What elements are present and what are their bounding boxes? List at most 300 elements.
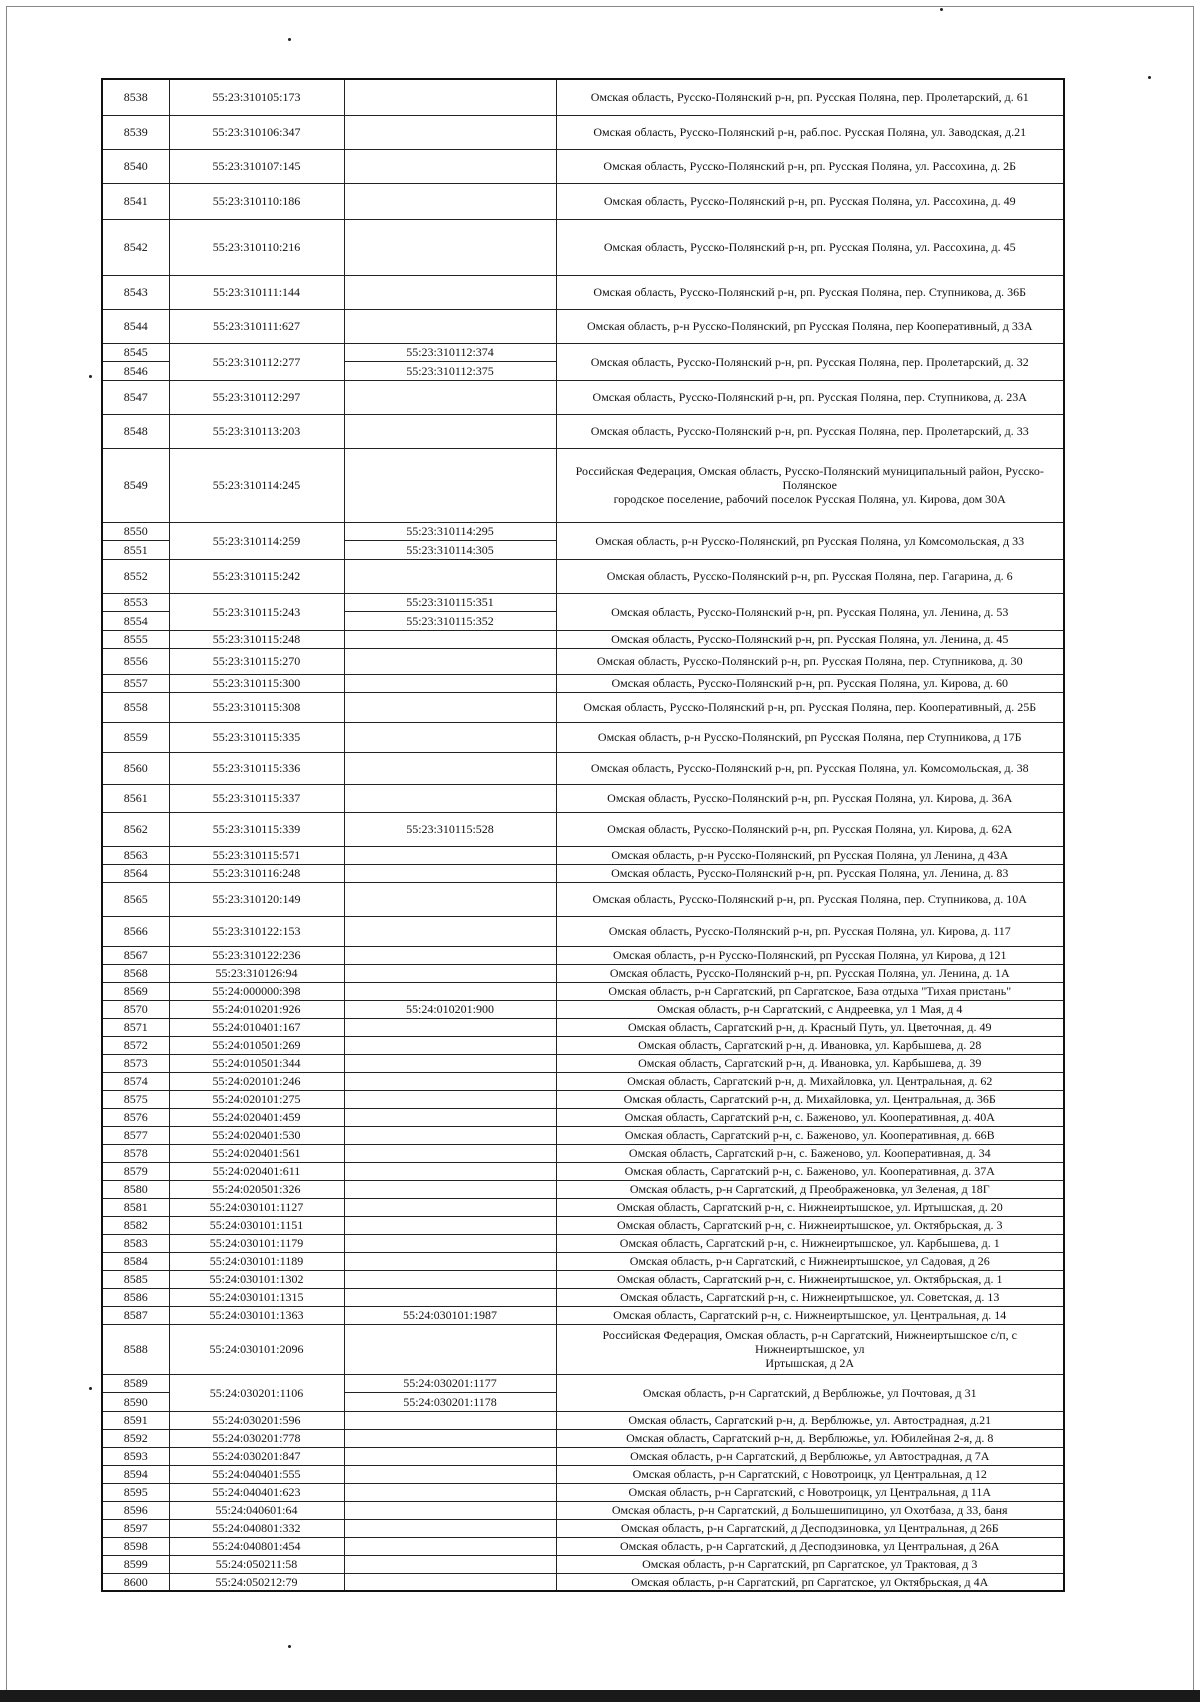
table-row [102,275,1064,309]
linked-cadastral-number [344,1072,556,1090]
cadastral-number: 55:23:310114:245 [169,448,344,522]
address: Омская область, Саргатский р-н, с. Нижнеиртышское, ул. Карбышева, д. 1 [556,1234,1064,1252]
address: Омская область, р-н Саргатский, рп Саргатское, ул Трактовая, д 3 [556,1555,1064,1573]
registry-body [102,79,1064,1591]
linked-cadastral-number: 55:23:310112:375 [406,363,494,378]
cadastral-number: 55:23:310115:336 [169,752,344,784]
row-number: 8561 [102,784,169,812]
table-row [102,1234,1064,1252]
cadastral-number: 55:24:020501:326 [169,1180,344,1198]
table-row [102,1537,1064,1555]
table-row [102,149,1064,183]
scan-speck [1148,76,1151,79]
row-number-cell [102,1374,169,1411]
table-row [102,380,1064,414]
row-number: 8570 [102,1000,169,1018]
cadastral-number: 55:23:310115:571 [169,846,344,864]
table-row [102,1573,1064,1591]
address: Омская область, р-н Саргатский, с Нижнеиртышское, ул Садовая, д 26 [556,1252,1064,1270]
scan-speck [940,8,943,11]
cadastral-number: 55:23:310115:270 [169,648,344,674]
linked-cadastral-number [344,1036,556,1054]
table-row [102,1216,1064,1234]
table-row [102,648,1064,674]
table-row [102,1018,1064,1036]
row-number-cell [102,593,169,630]
table-row [102,309,1064,343]
row-number: 8548 [102,414,169,448]
cadastral-number: 55:23:310105:173 [169,79,344,115]
cadastral-number: 55:24:040601:64 [169,1501,344,1519]
linked-cadastral-number [344,149,556,183]
address: Омская область, Саргатский р-н, с. Баженово, ул. Кооперативная, д. 40А [556,1108,1064,1126]
linked-cadastral-number: 55:23:310115:528 [344,812,556,846]
cadastral-number: 55:23:310126:94 [169,964,344,982]
table-row [102,674,1064,692]
cadastral-number: 55:23:310115:335 [169,722,344,752]
linked-cadastral-number [344,309,556,343]
cadastral-number: 55:24:010501:269 [169,1036,344,1054]
table-row [102,722,1064,752]
row-number: 8557 [102,674,169,692]
cadastral-number: 55:24:050211:58 [169,1555,344,1573]
table-row [102,1324,1064,1374]
linked-cadastral-number [344,1324,556,1374]
row-number: 8562 [102,812,169,846]
cadastral-number: 55:23:310115:243 [169,593,344,630]
address: Омская область, р-н Саргатский, д Большешипицино, ул Охотбаза, д 33, баня [556,1501,1064,1519]
linked-cadastral-number [344,414,556,448]
cadastral-number: 55:24:040401:555 [169,1465,344,1483]
linked-cadastral-number [344,864,556,882]
row-number: 8594 [102,1465,169,1483]
linked-cadastral-number [344,1411,556,1429]
cadastral-number: 55:24:030201:596 [169,1411,344,1429]
table-row [102,1198,1064,1216]
address: Омская область, Русско-Полянский р-н, рп. Русская Поляна, ул. Рассохина, д. 2Б [556,149,1064,183]
table-row [102,1000,1064,1018]
linked-cadastral-number [344,1483,556,1501]
address: Омская область, р-н Саргатский, д Преображеновка, ул Зеленая, д 18Г [556,1180,1064,1198]
table-row [102,1519,1064,1537]
address: Омская область, Русско-Полянский р-н, рп. Русская Поляна, ул. Ленина, д. 45 [556,630,1064,648]
address: Омская область, Русско-Полянский р-н, рп. Русская Поляна, ул. Кирова, д. 62А [556,812,1064,846]
row-number: 8582 [102,1216,169,1234]
address: Омская область, Русско-Полянский р-н, рп. Русская Поляна, ул. Рассохина, д. 45 [556,219,1064,275]
address: Омская область, Русско-Полянский р-н, рп. Русская Поляна, ул. Кирова, д. 36А [556,784,1064,812]
address-line: Российская Федерация, Омская область, р-н Саргатский, Нижнеиртышское с/п, с Нижнеиртышское, ул [602,1328,1017,1356]
linked-cadastral-number [344,1465,556,1483]
table-row [102,1555,1064,1573]
address: Омская область, р-н Саргатский, с Андреевка, ул 1 Мая, д 4 [556,1000,1064,1018]
row-number-cell [102,522,169,559]
row-number: 8560 [102,752,169,784]
linked-cadastral-number [344,1216,556,1234]
table-row [102,692,1064,722]
address: Омская область, Саргатский р-н, с. Нижнеиртышское, ул. Иртышская, д. 20 [556,1198,1064,1216]
address: Омская область, р-н Русско-Полянский, рп Русская Поляна, ул Ленина, д 43А [556,846,1064,864]
row-number: 8568 [102,964,169,982]
scan-speck [89,375,92,378]
linked-cadastral-number [344,1180,556,1198]
linked-cadastral-number [344,79,556,115]
row-number: 8541 [102,183,169,219]
address: Омская область, Русско-Полянский р-н, рп. Русская Поляна, пер. Кооперативный, д. 25Б [556,692,1064,722]
linked-cadastral-number [344,1555,556,1573]
address: Омская область, Саргатский р-н, д. Ивановка, ул. Карбышева, д. 39 [556,1054,1064,1072]
scan-speck [89,1387,92,1390]
linked-cadastral-number: 55:23:310115:351 [345,594,556,612]
address: Омская область, Саргатский р-н, д. Ивановка, ул. Карбышева, д. 28 [556,1036,1064,1054]
row-number: 8572 [102,1036,169,1054]
address: Омская область, Русско-Полянский р-н, рп. Русская Поляна, ул. Комсомольская, д. 38 [556,752,1064,784]
row-number: 8589 [103,1375,169,1393]
row-number: 8581 [102,1198,169,1216]
table-row [102,1447,1064,1465]
table-row [102,1252,1064,1270]
row-number: 8542 [102,219,169,275]
table-row [102,630,1064,648]
address: Омская область, р-н Саргатский, д Десподзиновка, ул Центральная, д 26А [556,1537,1064,1555]
table-row [102,982,1064,1000]
linked-cadastral-number [344,1162,556,1180]
cadastral-number: 55:24:010201:926 [169,1000,344,1018]
address: Омская область, Саргатский р-н, д. Михайловка, ул. Центральная, д. 36Б [556,1090,1064,1108]
table-row [102,846,1064,864]
address-line: Иртышская, д 2А [765,1356,855,1370]
linked-cadastral-number [344,882,556,916]
cadastral-number: 55:23:310112:297 [169,380,344,414]
table-row [102,593,1064,630]
table-row [102,448,1064,522]
cadastral-number: 55:23:310113:203 [169,414,344,448]
cadastral-number: 55:23:310115:339 [169,812,344,846]
linked-cadastral-cell [344,593,556,630]
row-number: 8573 [102,1054,169,1072]
row-number: 8574 [102,1072,169,1090]
cadastral-number: 55:23:310115:308 [169,692,344,722]
row-number: 8593 [102,1447,169,1465]
linked-cadastral-number [344,1234,556,1252]
address: Омская область, р-н Саргатский, д Верблюжье, ул Автострадная, д 7А [556,1447,1064,1465]
table-row [102,1501,1064,1519]
row-number: 8596 [102,1501,169,1519]
cadastral-number: 55:23:310116:248 [169,864,344,882]
row-number: 8545 [103,344,169,362]
scan-speck [288,1645,291,1648]
cadastral-number: 55:24:050212:79 [169,1573,344,1591]
cadastral-number: 55:24:020401:459 [169,1108,344,1126]
address: Омская область, Русско-Полянский р-н, рп. Русская Поляна, ул. Ленина, д. 53 [556,593,1064,630]
table-row [102,79,1064,115]
address: Омская область, Русско-Полянский р-н, рп. Русская Поляна, пер. Ступникова, д. 23А [556,380,1064,414]
table-row [102,864,1064,882]
table-row [102,1036,1064,1054]
linked-cadastral-number [344,183,556,219]
linked-cadastral-number [344,1429,556,1447]
address: Омская область, р-н Русско-Полянский, рп Русская Поляна, пер Ступникова, д 17Б [556,722,1064,752]
row-number: 8539 [102,115,169,149]
address: Омская область, р-н Русско-Полянский, рп Русская Поляна, пер Кооперативный, д 33А [556,309,1064,343]
row-number: 8576 [102,1108,169,1126]
address: Омская область, р-н Саргатский, д Десподзиновка, ул Центральная, д 26Б [556,1519,1064,1537]
table-row [102,882,1064,916]
row-number: 8544 [102,309,169,343]
address: Омская область, Саргатский р-н, с. Нижнеиртышское, ул. Октябрьская, д. 1 [556,1270,1064,1288]
row-number: 8551 [123,542,148,557]
cadastral-number: 55:23:310112:277 [169,343,344,380]
address: Омская область, Русско-Полянский р-н, рп. Русская Поляна, ул. Кирова, д. 60 [556,674,1064,692]
address: Омская область, Русско-Полянский р-н, раб.пос. Русская Поляна, ул. Заводская, д.21 [556,115,1064,149]
cadastral-number: 55:23:310110:186 [169,183,344,219]
table-row [102,1306,1064,1324]
table-row [102,115,1064,149]
linked-cadastral-number [344,630,556,648]
address: Омская область, Саргатский р-н, с. Баженово, ул. Кооперативная, д. 37А [556,1162,1064,1180]
linked-cadastral-number [344,692,556,722]
row-number: 8591 [102,1411,169,1429]
table-row [102,1180,1064,1198]
cadastral-number: 55:24:010501:344 [169,1054,344,1072]
row-number: 8588 [102,1324,169,1374]
table-row [102,522,1064,559]
address: Омская область, Саргатский р-н, с. Баженово, ул. Кооперативная, д. 34 [556,1144,1064,1162]
linked-cadastral-number [344,1519,556,1537]
linked-cadastral-number [344,674,556,692]
row-number: 8584 [102,1252,169,1270]
cadastral-number: 55:24:030101:1302 [169,1270,344,1288]
cadastral-number: 55:24:030201:1106 [169,1374,344,1411]
address: Омская область, Саргатский р-н, д. Верблюжье, ул. Юбилейная 2-я, д. 8 [556,1429,1064,1447]
address-line: Российская Федерация, Омская область, Русско-Полянский муниципальный район, Русско-Полянское [575,464,1044,492]
linked-cadastral-number: 55:24:010201:900 [344,1000,556,1018]
cadastral-number: 55:23:310111:627 [169,309,344,343]
cadastral-number: 55:24:020401:561 [169,1144,344,1162]
address: Омская область, Саргатский р-н, с. Баженово, ул. Кооперативная, д. 66В [556,1126,1064,1144]
table-row [102,1483,1064,1501]
address: Омская область, Саргатский р-н, д. Михайловка, ул. Центральная, д. 62 [556,1072,1064,1090]
table-row [102,752,1064,784]
row-number: 8583 [102,1234,169,1252]
row-number: 8597 [102,1519,169,1537]
linked-cadastral-number [344,982,556,1000]
row-number: 8559 [102,722,169,752]
row-number: 8538 [102,79,169,115]
address: Омская область, Саргатский р-н, д. Верблюжье, ул. Автострадная, д.21 [556,1411,1064,1429]
table-row [102,1429,1064,1447]
address: Омская область, Русско-Полянский р-н, рп. Русская Поляна, ул. Кирова, д. 117 [556,916,1064,946]
row-number: 8546 [123,363,148,378]
table-row [102,1411,1064,1429]
address-line: городское поселение, рабочий поселок Русская Поляна, ул. Кирова, дом 30А [613,492,1006,506]
address: Омская область, р-н Русско-Полянский, рп Русская Поляна, ул Кирова, д 121 [556,946,1064,964]
linked-cadastral-number: 55:23:310114:305 [406,542,494,557]
address: Омская область, Русско-Полянский р-н, рп. Русская Поляна, ул. Ленина, д. 1А [556,964,1064,982]
address: Омская область, Русско-Полянский р-н, рп. Русская Поляна, пер. Гагарина, д. 6 [556,559,1064,593]
table-row [102,1288,1064,1306]
row-number: 8558 [102,692,169,722]
cadastral-number: 55:24:030101:1127 [169,1198,344,1216]
cadastral-number: 55:24:020101:246 [169,1072,344,1090]
row-number: 8578 [102,1144,169,1162]
row-number: 8592 [102,1429,169,1447]
linked-cadastral-number [344,964,556,982]
linked-cadastral-number [344,559,556,593]
linked-cadastral-number [344,946,556,964]
property-registry-table [101,78,1065,1592]
linked-cadastral-number [344,275,556,309]
row-number: 8564 [102,864,169,882]
row-number: 8565 [102,882,169,916]
row-number: 8567 [102,946,169,964]
linked-cadastral-number: 55:23:310114:295 [345,523,556,541]
row-number: 8556 [102,648,169,674]
table-row [102,1090,1064,1108]
cadastral-number: 55:23:310115:300 [169,674,344,692]
address: Омская область, Русско-Полянский р-н, рп. Русская Поляна, пер. Пролетарский, д. 61 [556,79,1064,115]
cadastral-number: 55:24:030201:847 [169,1447,344,1465]
table-row [102,1126,1064,1144]
cadastral-number: 55:23:310122:153 [169,916,344,946]
linked-cadastral-number [344,722,556,752]
row-number: 8540 [102,149,169,183]
linked-cadastral-number [344,752,556,784]
cadastral-number: 55:24:030101:1189 [169,1252,344,1270]
address-cell [556,448,1064,522]
table-row [102,1270,1064,1288]
cadastral-number: 55:23:310111:144 [169,275,344,309]
row-number: 8549 [102,448,169,522]
linked-cadastral-number [344,1018,556,1036]
linked-cadastral-number: 55:23:310112:374 [345,344,556,362]
address: Омская область, Русско-Полянский р-н, рп. Русская Поляна, пер. Пролетарский, д. 33 [556,414,1064,448]
linked-cadastral-number [344,1573,556,1591]
table-row [102,559,1064,593]
table-row [102,1108,1064,1126]
linked-cadastral-number [344,1144,556,1162]
table-row [102,1072,1064,1090]
cadastral-number: 55:23:310120:149 [169,882,344,916]
linked-cadastral-number [344,784,556,812]
table-row [102,1054,1064,1072]
table-row [102,219,1064,275]
cadastral-number: 55:24:030101:1315 [169,1288,344,1306]
address: Омская область, Русско-Полянский р-н, рп. Русская Поляна, ул. Рассохина, д. 49 [556,183,1064,219]
row-number: 8600 [102,1573,169,1591]
cadastral-number: 55:24:030101:2096 [169,1324,344,1374]
table-row [102,946,1064,964]
address: Омская область, р-н Саргатский, с Новотроицк, ул Центральная, д 12 [556,1465,1064,1483]
cadastral-number: 55:23:310115:242 [169,559,344,593]
row-number: 8554 [123,613,148,628]
row-number: 8550 [103,523,169,541]
row-number: 8585 [102,1270,169,1288]
table-row [102,183,1064,219]
table-row [102,343,1064,380]
linked-cadastral-number [344,1288,556,1306]
linked-cadastral-number [344,1252,556,1270]
cadastral-number: 55:23:310122:236 [169,946,344,964]
address: Омская область, Русско-Полянский р-н, рп. Русская Поляна, пер. Ступникова, д. 10А [556,882,1064,916]
linked-cadastral-number [344,846,556,864]
address: Омская область, р-н Саргатский, д Верблюжье, ул Почтовая, д 31 [556,1374,1064,1411]
address: Омская область, р-н Саргатский, рп Саргатское, База отдыха "Тихая пристань" [556,982,1064,1000]
cadastral-number: 55:24:010401:167 [169,1018,344,1036]
row-number: 8580 [102,1180,169,1198]
cadastral-number: 55:23:310115:248 [169,630,344,648]
scan-bottom-band [0,1690,1200,1702]
row-number: 8566 [102,916,169,946]
linked-cadastral-number: 55:24:030201:1178 [403,1394,497,1409]
address: Омская область, р-н Русско-Полянский, рп Русская Поляна, ул Комсомольская, д 33 [556,522,1064,559]
cadastral-number: 55:23:310106:347 [169,115,344,149]
row-number: 8552 [102,559,169,593]
scan-speck [288,38,291,41]
cadastral-number: 55:24:030101:1179 [169,1234,344,1252]
row-number: 8547 [102,380,169,414]
row-number: 8590 [123,1394,148,1409]
table-row [102,1465,1064,1483]
table-row [102,414,1064,448]
cadastral-number: 55:23:310110:216 [169,219,344,275]
cadastral-number: 55:24:040801:332 [169,1519,344,1537]
address: Омская область, р-н Саргатский, с Новотроицк, ул Центральная, д 11А [556,1483,1064,1501]
cadastral-number: 55:23:310114:259 [169,522,344,559]
cadastral-number: 55:23:310115:337 [169,784,344,812]
address: Омская область, Русско-Полянский р-н, рп. Русская Поляна, пер. Пролетарский, д. 32 [556,343,1064,380]
linked-cadastral-number [344,115,556,149]
cadastral-number: 55:24:000000:398 [169,982,344,1000]
row-number: 8555 [102,630,169,648]
address: Омская область, р-н Саргатский, рп Саргатское, ул Октябрьская, д 4А [556,1573,1064,1591]
row-number-cell [102,343,169,380]
table-row [102,964,1064,982]
linked-cadastral-number: 55:24:030101:1987 [344,1306,556,1324]
linked-cadastral-number [344,1270,556,1288]
row-number: 8553 [103,594,169,612]
row-number: 8543 [102,275,169,309]
row-number: 8595 [102,1483,169,1501]
cadastral-number: 55:24:030101:1151 [169,1216,344,1234]
address-cell [556,1324,1064,1374]
linked-cadastral-number [344,916,556,946]
address: Омская область, Саргатский р-н, д. Красный Путь, ул. Цветочная, д. 49 [556,1018,1064,1036]
row-number: 8563 [102,846,169,864]
table-row [102,784,1064,812]
table-row [102,1374,1064,1411]
row-number: 8598 [102,1537,169,1555]
table-row [102,916,1064,946]
linked-cadastral-cell [344,343,556,380]
address: Омская область, Русско-Полянский р-н, рп. Русская Поляна, ул. Ленина, д. 83 [556,864,1064,882]
linked-cadastral-number [344,1090,556,1108]
linked-cadastral-number [344,380,556,414]
address: Омская область, Русско-Полянский р-н, рп. Русская Поляна, пер. Ступникова, д. 36Б [556,275,1064,309]
linked-cadastral-number [344,1447,556,1465]
cadastral-number: 55:24:020101:275 [169,1090,344,1108]
cadastral-number: 55:24:030201:778 [169,1429,344,1447]
cadastral-number: 55:24:020401:530 [169,1126,344,1144]
linked-cadastral-number [344,1054,556,1072]
row-number: 8586 [102,1288,169,1306]
linked-cadastral-number [344,1501,556,1519]
cadastral-number: 55:23:310107:145 [169,149,344,183]
cadastral-number: 55:24:030101:1363 [169,1306,344,1324]
linked-cadastral-cell [344,1374,556,1411]
cadastral-number: 55:24:040401:623 [169,1483,344,1501]
linked-cadastral-number: 55:23:310115:352 [406,613,494,628]
row-number: 8587 [102,1306,169,1324]
